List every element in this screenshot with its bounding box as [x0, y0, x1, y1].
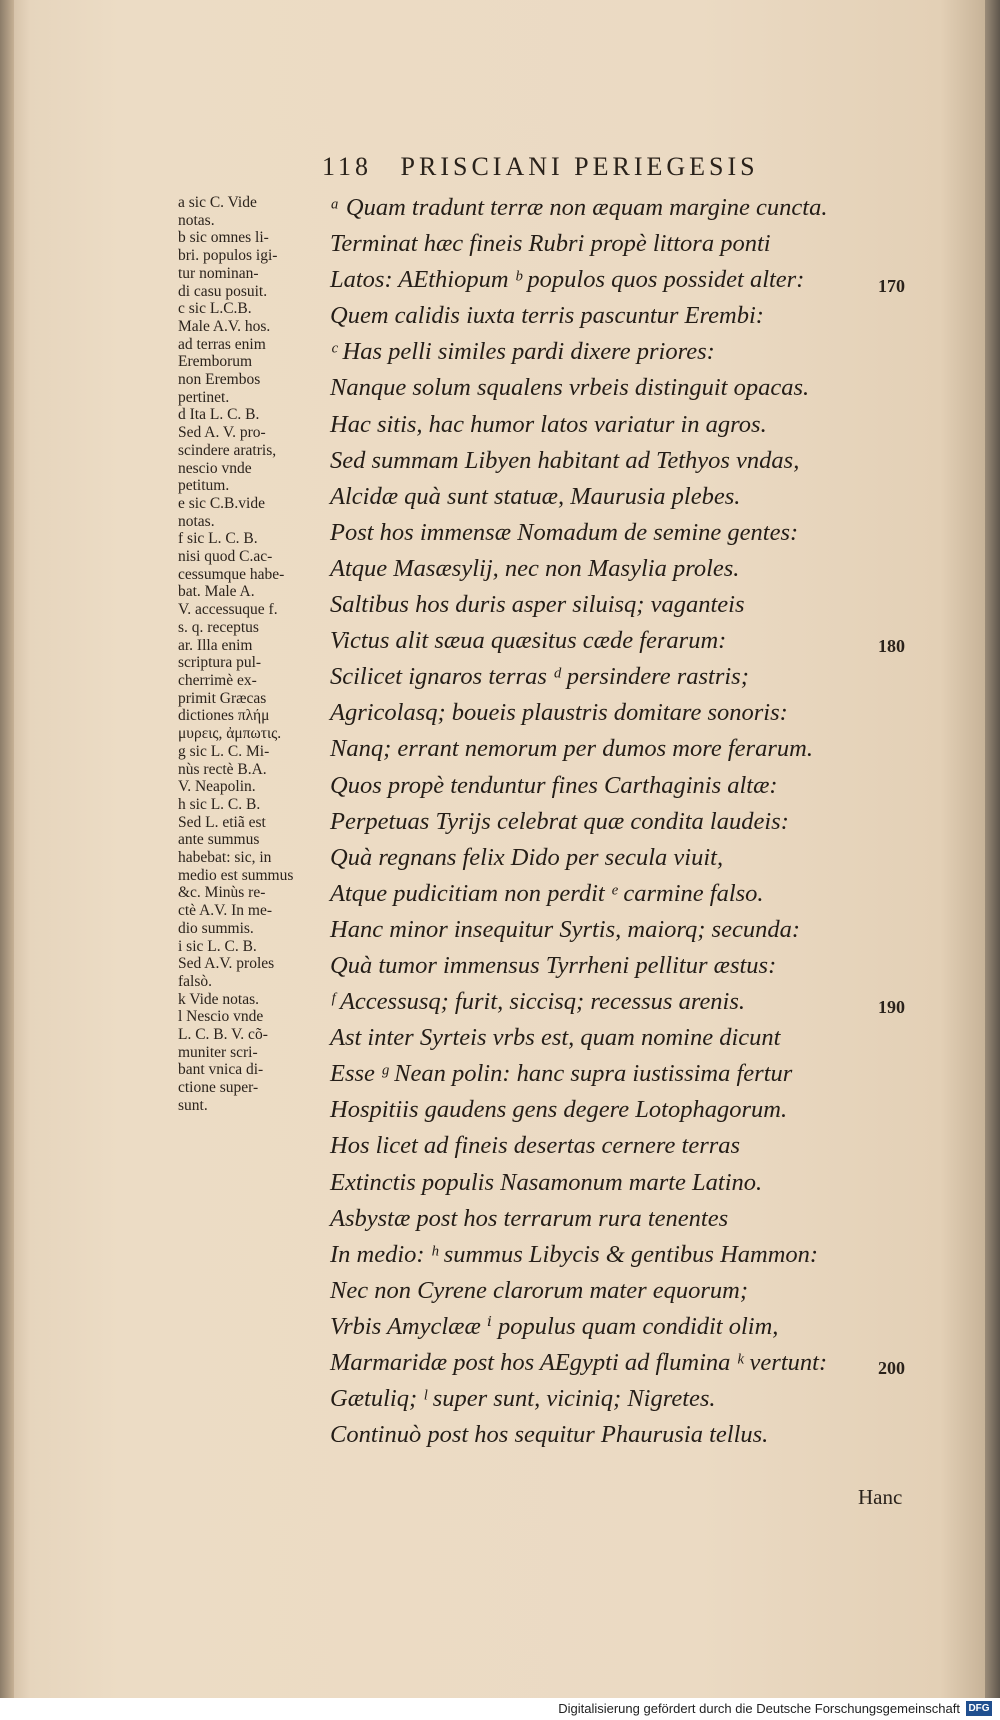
verse-line: Nanque solum squalens vrbeis distinguit opacas. [330, 374, 810, 402]
verse-line: ᶠ Accessusq; furit, siccisq; recessus arenis. [330, 988, 746, 1016]
gloss-line: e sic C.B.vide [178, 494, 265, 512]
gloss-line: L. C. B. V. cõ- [178, 1026, 268, 1044]
gloss-line: sunt. [178, 1096, 208, 1114]
gloss-line: notas. [178, 211, 215, 229]
marginal-notes [178, 194, 328, 1115]
gloss-line: l Nescio vnde [178, 1008, 264, 1026]
verse-line: Quà tumor immensus Tyrrheni pellitur æstus: [330, 951, 777, 979]
gloss-line: ctè A.V. In me- [178, 902, 272, 920]
verse-line: Hanc minor insequitur Syrtis, maiorq; secunda: [330, 915, 800, 943]
gloss-line: Sed A. V. pro- [178, 424, 266, 442]
gloss-line: s. q. receptus [178, 618, 259, 636]
running-head [322, 152, 842, 182]
verse-line: Hac sitis, hac humor latos variatur in agros. [330, 410, 767, 438]
verse-line: Continuò post hos sequitur Phaurusia tellus. [330, 1421, 769, 1449]
verse-line: Alcidæ quà sunt statuæ, Maurusia plebes. [330, 482, 741, 510]
verse-line: Atque pudicitiam non perdit ᵉ carmine falso. [330, 879, 764, 907]
gloss-line: Male A.V. hos. [178, 317, 271, 335]
gloss-line: scindere aratris, [178, 441, 277, 459]
gloss-line: bat. Male A. [178, 583, 255, 601]
verse-line: ᶜ Has pelli similes pardi dixere priores: [330, 338, 715, 366]
gloss-line: i sic L. C. B. [178, 937, 257, 955]
gloss-line: ar. Illa enim [178, 636, 253, 654]
gloss-line: a sic C. Vide [178, 194, 257, 211]
verse-line: Atque Masæsylij, nec non Masylia proles. [330, 554, 740, 582]
verse-line: Vrbis Amyclææ ⁱ populus quam condidit olim, [330, 1312, 779, 1340]
gloss-line: &c. Minùs re- [178, 884, 266, 902]
verse-text [330, 190, 890, 1453]
gloss-line: notas. [178, 512, 215, 530]
gloss-line: Sed L. etiã est [178, 813, 266, 831]
gloss-line: g sic L. C. Mi- [178, 742, 270, 760]
page-edge [985, 0, 1000, 1698]
page-number: 118 [322, 152, 373, 181]
gloss-line: primit Græcas [178, 689, 267, 707]
verse-line: Marmaridæ post hos AEgypti ad flumina ᵏ vertunt: [330, 1349, 828, 1376]
gloss-line: dictiones πλήμ [178, 707, 270, 725]
verse-line: Nec non Cyrene clarorum mater equorum; [330, 1276, 749, 1304]
gloss-line: f sic L. C. B. [178, 530, 258, 548]
running-title: PRISCIANI PERIEGESIS [400, 152, 759, 181]
verse-line: Quem calidis iuxta terris pascuntur Erembi: [330, 302, 764, 330]
gloss-line: habebat: sic, in [178, 849, 272, 867]
line-number-200: 200 [878, 1358, 905, 1378]
verse-line: Hos licet ad fineis desertas cernere terras [330, 1132, 741, 1160]
verse-line: Gætuliq; ˡ super sunt, viciniq; Nigretes. [330, 1385, 716, 1413]
line-number-180: 180 [878, 636, 905, 656]
gloss-line: c sic L.C.B. [178, 300, 252, 318]
verse-line: Hospitiis gaudens gens degere Lotophagorum. [330, 1096, 788, 1124]
gloss-line: bri. populos igi- [178, 247, 278, 265]
line-number-190: 190 [878, 997, 905, 1017]
digitization-credit: Digitalisierung gefördert durch die Deutsche Forschungsgemeinschaft [558, 1701, 960, 1716]
gloss-line: μυρεις, ἀμπωτις. [178, 725, 282, 743]
verse-line: Latos: AEthiopum ᵇ populos quos possidet alter: [330, 266, 805, 294]
gloss-line: non Erembos [178, 371, 261, 389]
dfg-logo: DFG [966, 1701, 992, 1716]
verse-line: In medio: ʰ summus Libycis & gentibus Hammon: [330, 1240, 819, 1268]
gloss-line: falsò. [178, 972, 213, 990]
verse-line: Asbystæ post hos terrarum rura tenentes [330, 1204, 729, 1232]
gloss-line: bant vnica di- [178, 1061, 264, 1079]
verse-line: Terminat hæc fineis Rubri propè littora ponti [330, 230, 771, 258]
gloss-line: V. accessuque f. [178, 601, 278, 619]
catchword: Hanc [858, 1485, 903, 1509]
gloss-line: Sed A.V. proles [178, 955, 275, 973]
gloss-line: b sic omnes li- [178, 229, 269, 247]
gloss-line: di casu posuit. [178, 282, 268, 300]
verse-line: Esse ᵍ Nean polin: hanc supra iustissima fertur [330, 1060, 793, 1088]
line-number-170: 170 [878, 276, 905, 296]
gloss-line: ad terras enim [178, 335, 266, 353]
gloss-line: cessumque habe- [178, 565, 285, 583]
gloss-line: nùs rectè B.A. [178, 760, 267, 778]
page-gutter [0, 0, 14, 1698]
gloss-line: scriptura pul- [178, 654, 262, 672]
gloss-line: pertinet. [178, 388, 230, 406]
gloss-line: nisi quod C.ac- [178, 548, 273, 566]
verse-line: Nanq; errant nemorum per dumos more ferarum. [330, 735, 813, 763]
verse-line: Agricolasq; boueis plaustris domitare sonoris: [330, 699, 788, 727]
verse-line: Post hos immensæ Nomadum de semine gentes: [330, 518, 799, 546]
gloss-line: dio summis. [178, 919, 254, 937]
gloss-line: nescio vnde [178, 459, 252, 477]
verse-line: Scilicet ignaros terras ᵈ persindere rastris; [330, 663, 749, 691]
verse-line: Quà regnans felix Dido per secula viuit, [330, 843, 724, 871]
verse-line: Saltibus hos duris asper siluisq; vaganteis [330, 591, 745, 619]
gloss-line: ctione super- [178, 1079, 259, 1097]
gloss-line: Eremborum [178, 353, 253, 371]
gloss-line: k Vide notas. [178, 990, 260, 1008]
gloss-line: h sic L. C. B. [178, 795, 261, 813]
gloss-line: V. Neapolin. [178, 778, 256, 796]
gloss-line: ante summus [178, 831, 260, 849]
gloss-line: tur nominan- [178, 264, 259, 282]
verse-line: ᵃ Quam tradunt terræ non æquam margine cuncta. [330, 194, 828, 221]
verse-line: Sed summam Libyen habitant ad Tethyos vndas, [330, 446, 800, 474]
verse-line: Quos propè tenduntur fines Carthaginis altæ: [330, 771, 778, 799]
verse-line: Extinctis populis Nasamonum marte Latino. [330, 1168, 763, 1196]
verse-line: Perpetuas Tyrijs celebrat quæ condita laudeis: [330, 807, 789, 835]
gloss-line: petitum. [178, 477, 230, 495]
verse-line: Victus alit sæua quæsitus cæde ferarum: [330, 627, 727, 655]
gloss-line: cherrimè ex- [178, 671, 257, 689]
gloss-line: d Ita L. C. B. [178, 406, 260, 424]
gloss-line: muniter scri- [178, 1043, 258, 1061]
verse-line: Ast inter Syrteis vrbs est, quam nomine dicunt [330, 1024, 781, 1052]
gloss-line: medio est summus [178, 866, 294, 884]
